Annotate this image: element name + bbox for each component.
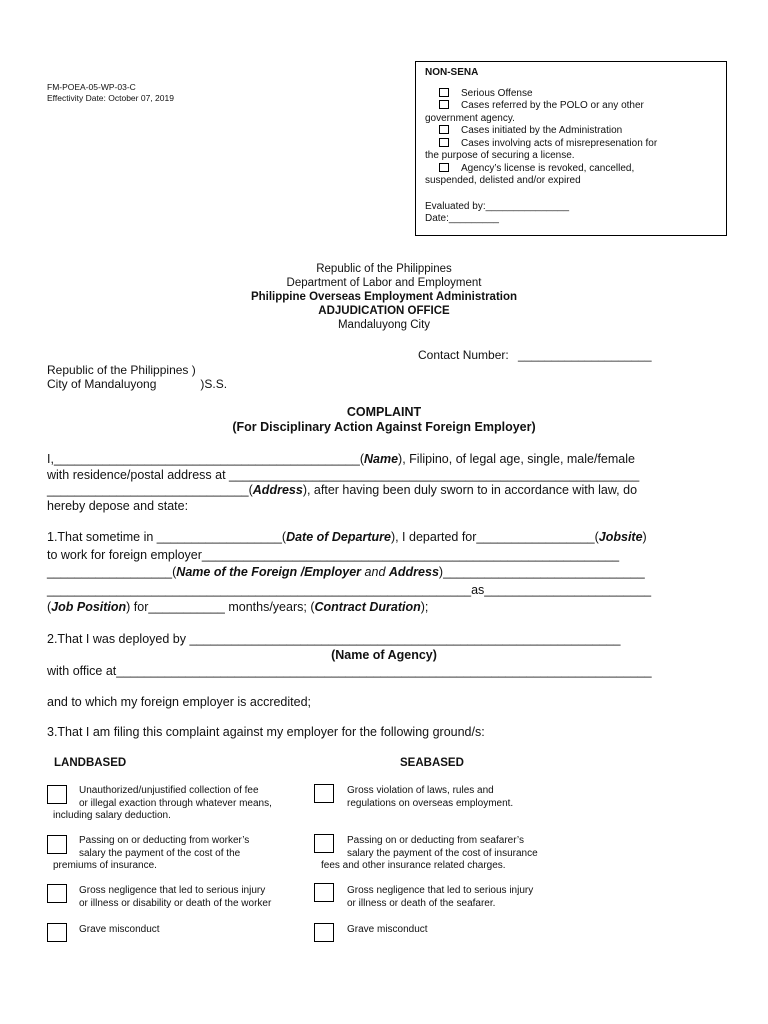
option-text: premiums of insurance.: [53, 860, 157, 871]
contact-blank[interactable]: ____________________: [518, 348, 652, 362]
contract-duration-label: Contract Duration: [314, 600, 421, 614]
option-text: fees and other insurance related charges.: [321, 860, 506, 871]
non-sena-box: [415, 61, 727, 236]
accreditation-text: and to which my foreign employer is accredited;: [47, 695, 312, 709]
employer-address-blank[interactable]: )_____________________________: [438, 565, 645, 579]
checkbox[interactable]: [439, 88, 449, 97]
non-sena-item[interactable]: Cases referred by the POLO or any other: [425, 100, 718, 113]
option-text: Gross violation of laws, rules and: [347, 785, 494, 796]
name-field[interactable]: I,____________________________________________(: [47, 452, 364, 466]
employer-address-label: Address: [388, 565, 439, 579]
option-text: or illness or death of the seafarer.: [347, 897, 496, 909]
seabased-heading: SEABASED: [400, 757, 464, 769]
option-text: Passing on or deducting from seafarer’s: [347, 835, 524, 846]
jobsite-label: Jobsite: [598, 530, 643, 544]
option-text: Grave misconduct: [347, 924, 428, 935]
effectivity-date: Effectivity Date: October 07, 2019: [47, 93, 174, 103]
option-text: including salary deduction.: [53, 810, 171, 821]
evaluated-by-field[interactable]: Evaluated by:_______________: [425, 200, 570, 212]
seabased-option-1: [347, 785, 513, 810]
form-code: [47, 82, 174, 104]
option-text: Grave misconduct: [79, 924, 160, 935]
employer-blank[interactable]: __________________(: [47, 565, 177, 579]
intro-text: ), after having been duly sworn to in accordance with law, do: [302, 483, 638, 497]
paragraph-1: [47, 529, 719, 617]
checkbox[interactable]: [439, 138, 449, 147]
option-text: or illness or disability or death of the worker: [79, 897, 272, 909]
landbased-option-4: [53, 924, 160, 937]
non-sena-item-cont: the purpose of securing a license.: [425, 150, 575, 161]
option-text: Gross negligence that led to serious injury: [79, 885, 266, 896]
header-city: Mandaluyong City: [337, 319, 431, 331]
complaint-title: COMPLAINT: [346, 405, 422, 419]
date-field[interactable]: Date:_________: [425, 213, 499, 224]
office-header: [0, 262, 768, 332]
intro-paragraph: [47, 452, 719, 514]
non-sena-item[interactable]: Cases initiated by the Administration: [425, 125, 718, 138]
foreign-employer-field[interactable]: to work for foreign employer____________________________________________________________: [47, 547, 620, 562]
header-office: ADJUDICATION OFFICE: [318, 305, 450, 317]
seabased-checkbox-3[interactable]: [314, 883, 334, 902]
complaint-subtitle: (For Disciplinary Action Against Foreign Employer): [232, 420, 536, 434]
option-text: salary the payment of the cost of the: [79, 847, 241, 859]
seabased-option-2: [321, 835, 538, 873]
complaint-heading: [0, 405, 768, 435]
checkbox[interactable]: [439, 163, 449, 172]
intro-text: hereby depose and state:: [47, 498, 189, 513]
landbased-option-1: [53, 785, 272, 823]
office-address-field[interactable]: with office at_____________________________________________________________________________: [47, 664, 652, 678]
landbased-option-3: [53, 885, 271, 910]
agency-label: (Name of Agency): [331, 648, 437, 662]
punct: );: [420, 600, 429, 614]
non-sena-item[interactable]: Agency’s license is revoked, cancelled,: [425, 163, 718, 176]
employer-label: Name of the Foreign /Employer: [176, 565, 362, 579]
punct: (: [47, 600, 52, 614]
and-text: and: [361, 565, 389, 579]
non-sena-item[interactable]: Serious Offense: [425, 88, 718, 101]
option-text: regulations on overseas employment.: [347, 797, 514, 809]
departure-date-field[interactable]: 1.That sometime in __________________(: [47, 530, 287, 544]
non-sena-title: NON-SENA: [425, 67, 479, 78]
punct: ): [642, 530, 647, 544]
option-text: Gross negligence that led to serious injury: [347, 885, 534, 896]
non-sena-item-cont: suspended, delisted and/or expired: [425, 175, 581, 186]
venue: [47, 363, 227, 391]
option-text: or illegal exaction through whatever means,: [79, 797, 272, 809]
header-republic: Republic of the Philippines: [316, 263, 452, 275]
seabased-checkbox-4[interactable]: [314, 923, 334, 942]
checkbox[interactable]: [439, 100, 449, 109]
grounds-intro: 3.That I am filing this complaint against my employer for the following ground/s:: [47, 725, 485, 739]
option-text: salary the payment of the cost of insurance: [347, 847, 538, 859]
contact-number[interactable]: [418, 348, 652, 362]
address-blank[interactable]: _____________________________(: [47, 483, 253, 497]
seabased-option-4: [347, 924, 428, 937]
landbased-option-2: [53, 835, 249, 873]
non-sena-item[interactable]: Cases involving acts of misrepresenation for: [425, 138, 718, 151]
contact-label: Contact Number:: [418, 348, 509, 362]
landbased-heading: LANDBASED: [54, 757, 127, 769]
job-position-field[interactable]: _____________________________________________________________as________________________: [47, 582, 652, 597]
duration-field[interactable]: ) for___________ months/years; (: [126, 600, 315, 614]
non-sena-item-cont: government agency.: [425, 112, 515, 124]
header-department: Department of Labor and Employment: [286, 277, 482, 289]
deployed-by-field[interactable]: 2.That I was deployed by ______________________________________________________________: [47, 632, 621, 646]
seabased-checkbox-1[interactable]: [314, 784, 334, 803]
intro-text: ), Filipino, of legal age, single, male/female: [398, 452, 635, 466]
venue-republic: Republic of the Philippines ): [47, 363, 196, 377]
checkbox[interactable]: [439, 125, 449, 134]
option-text: Unauthorized/unjustified collection of fee: [79, 785, 259, 796]
seabased-option-3: [347, 885, 533, 910]
jobsite-field[interactable]: ), I departed for_________________(: [390, 530, 599, 544]
name-label: Name: [364, 452, 399, 466]
address-label: Address: [252, 483, 303, 497]
venue-ss: )S.S.: [200, 377, 228, 391]
option-text: Passing on or deducting from worker’s: [79, 835, 250, 846]
address-field[interactable]: with residence/postal address at ___________________________________________________________: [47, 467, 640, 482]
form-number: FM-POEA-05-WP-03-C: [47, 82, 136, 92]
venue-city: City of Mandaluyong: [47, 377, 157, 391]
job-position-label: Job Position: [51, 600, 127, 614]
departure-date-label: Date of Departure: [286, 530, 391, 544]
header-agency: Philippine Overseas Employment Administration: [250, 291, 518, 303]
